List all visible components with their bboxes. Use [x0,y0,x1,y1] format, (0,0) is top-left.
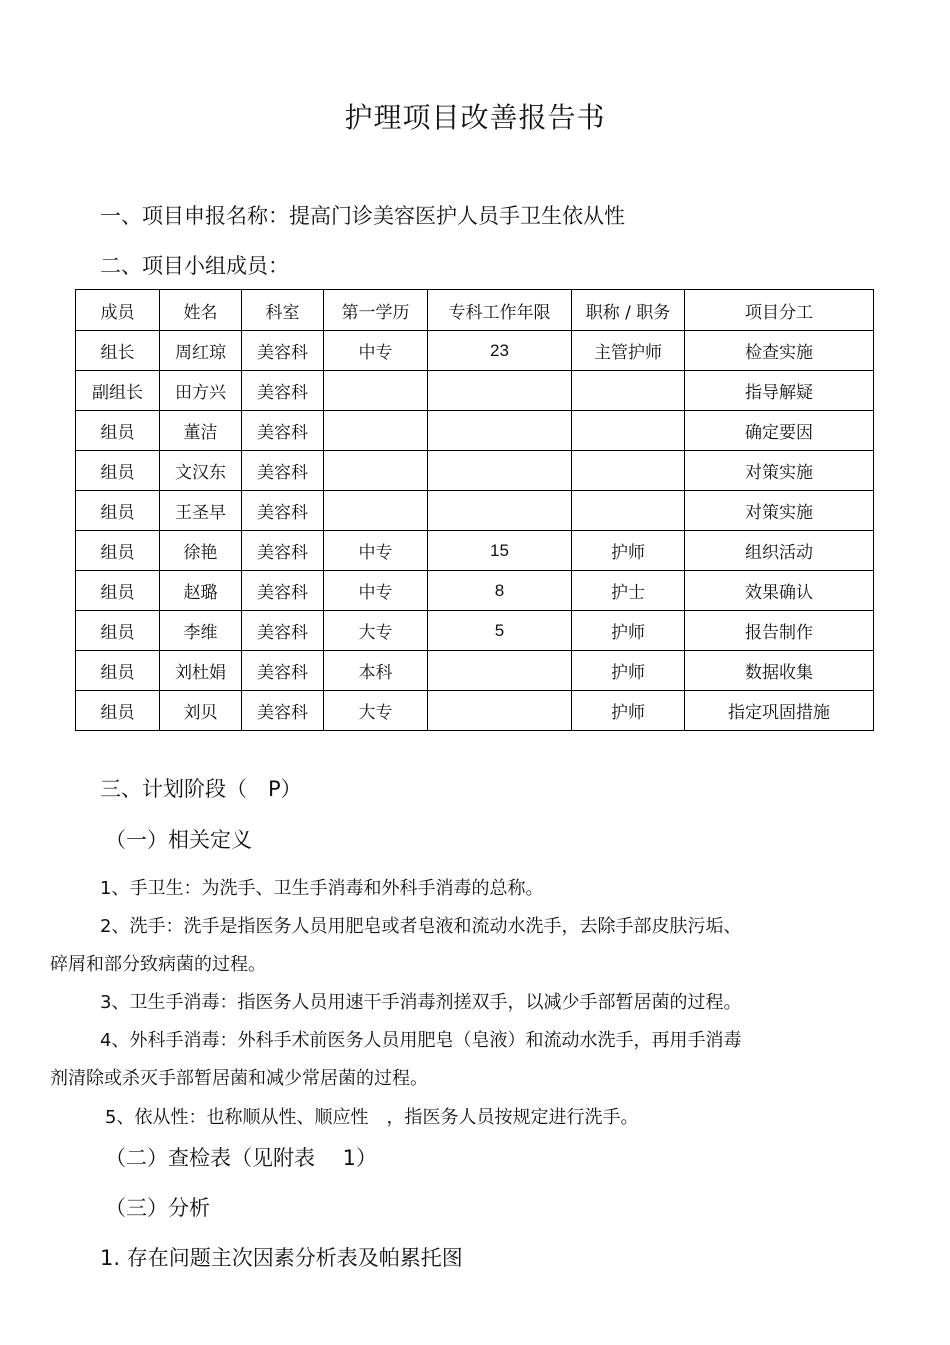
table-cell [428,451,572,491]
team-members-table [75,289,874,731]
table-row [76,371,874,411]
table-cell: 王圣早 [160,491,242,531]
definition-handwashing-line1: 2、洗手：洗手是指医务人员用肥皂或者皂液和流动水洗手，去除手部皮肤污垢、 [100,916,742,937]
table-header-cell: 职称 / 职务 [572,290,685,331]
table-cell: 徐艳 [160,531,242,571]
table-cell: 美容科 [242,371,324,411]
table-cell: 李维 [160,611,242,651]
table-cell: 检查实施 [685,331,874,371]
table-cell: 对策实施 [685,491,874,531]
table-cell: 文汉东 [160,451,242,491]
table-cell [428,411,572,451]
section-team-members: 二、项目小组成员： [100,254,289,278]
table-cell: 中专 [324,331,428,371]
table-cell: 效果确认 [685,571,874,611]
table-cell [572,451,685,491]
table-cell: 董洁 [160,411,242,451]
subsection-definitions: （一）相关定义 [105,828,252,852]
table-cell: 报告制作 [685,611,874,651]
table-cell: 美容科 [242,491,324,531]
table-cell: 8 [428,571,572,611]
table-cell: 组员 [76,691,160,731]
table-cell: 组员 [76,611,160,651]
table-cell: 赵璐 [160,571,242,611]
table-cell: 组员 [76,491,160,531]
table-cell: 护师 [572,531,685,571]
table-cell: 组员 [76,531,160,571]
table-row [76,331,874,371]
section-plan-phase: 三、计划阶段（ P） [100,777,302,801]
table-cell: 刘贝 [160,691,242,731]
table-cell: 美容科 [242,451,324,491]
subsection-analysis: （三）分析 [105,1196,210,1220]
table-cell: 23 [428,331,572,371]
table-cell: 护师 [572,691,685,731]
table-cell: 数据收集 [685,651,874,691]
table-cell: 5 [428,611,572,651]
table-cell: 指导解疑 [685,371,874,411]
table-cell [324,451,428,491]
table-header-cell: 第一学历 [324,290,428,331]
table-cell: 美容科 [242,691,324,731]
table-header-row [76,290,874,331]
table-row [76,491,874,531]
table-cell: 指定巩固措施 [685,691,874,731]
document-title: 护理项目改善报告书 [344,101,606,134]
table-cell [428,691,572,731]
table-cell: 大专 [324,611,428,651]
table-cell [324,491,428,531]
table-cell: 美容科 [242,651,324,691]
table-cell [428,651,572,691]
table-row [76,451,874,491]
definition-surgical-disinfection-line2: 剂清除或杀灭手部暂居菌和减少常居菌的过程。 [50,1068,428,1089]
table-cell: 副组长 [76,371,160,411]
table-row [76,571,874,611]
table-cell: 中专 [324,571,428,611]
definition-compliance: 5、依从性：也称顺从性、顺应性 ，指医务人员按规定进行洗手。 [105,1107,639,1128]
table-cell: 刘杜娟 [160,651,242,691]
table-cell: 护师 [572,651,685,691]
table-cell: 美容科 [242,531,324,571]
table-row [76,691,874,731]
table-header-cell: 专科工作年限 [428,290,572,331]
table-row [76,411,874,451]
table-cell: 美容科 [242,331,324,371]
table-header-cell: 项目分工 [685,290,874,331]
table-header-cell: 姓名 [160,290,242,331]
table-row [76,611,874,651]
table-cell: 田方兴 [160,371,242,411]
table-cell [572,491,685,531]
table-cell: 对策实施 [685,451,874,491]
table-cell: 周红琼 [160,331,242,371]
table-cell [428,491,572,531]
definition-hand-disinfection: 3、卫生手消毒：指医务人员用速干手消毒剂搓双手，以减少手部暂居菌的过程。 [100,992,742,1013]
table-cell: 组员 [76,651,160,691]
table-cell: 大专 [324,691,428,731]
section-project-name: 一、项目申报名称：提高门诊美容医护人员手卫生依从性 [100,204,625,228]
table-cell: 组员 [76,411,160,451]
table-cell: 本科 [324,651,428,691]
table-cell [428,371,572,411]
table-row [76,651,874,691]
subsection-checklist: （二）查检表（见附表 1） [105,1146,378,1170]
table-header-cell: 科室 [242,290,324,331]
table-cell: 护士 [572,571,685,611]
table-cell: 中专 [324,531,428,571]
table-cell: 15 [428,531,572,571]
table-row [76,531,874,571]
definition-handwashing-line2: 碎屑和部分致病菌的过程。 [50,954,266,975]
table-cell [572,411,685,451]
table-cell: 主管护师 [572,331,685,371]
table-cell [572,371,685,411]
table-cell [324,411,428,451]
table-cell: 美容科 [242,611,324,651]
table-cell: 护师 [572,611,685,651]
table-cell [324,371,428,411]
definition-hand-hygiene: 1、手卫生：为洗手、卫生手消毒和外科手消毒的总称。 [100,878,544,899]
table-cell: 美容科 [242,571,324,611]
table-cell: 组织活动 [685,531,874,571]
table-cell: 美容科 [242,411,324,451]
definition-surgical-disinfection-line1: 4、外科手消毒：外科手术前医务人员用肥皂（皂液）和流动水洗手，再用手消毒 [100,1030,742,1051]
table-cell: 组员 [76,571,160,611]
table-cell: 确定要因 [685,411,874,451]
table-cell: 组员 [76,451,160,491]
table-cell: 组长 [76,331,160,371]
table-header-cell: 成员 [76,290,160,331]
analysis-item-1: 1. 存在问题主次因素分析表及帕累托图 [100,1246,463,1270]
